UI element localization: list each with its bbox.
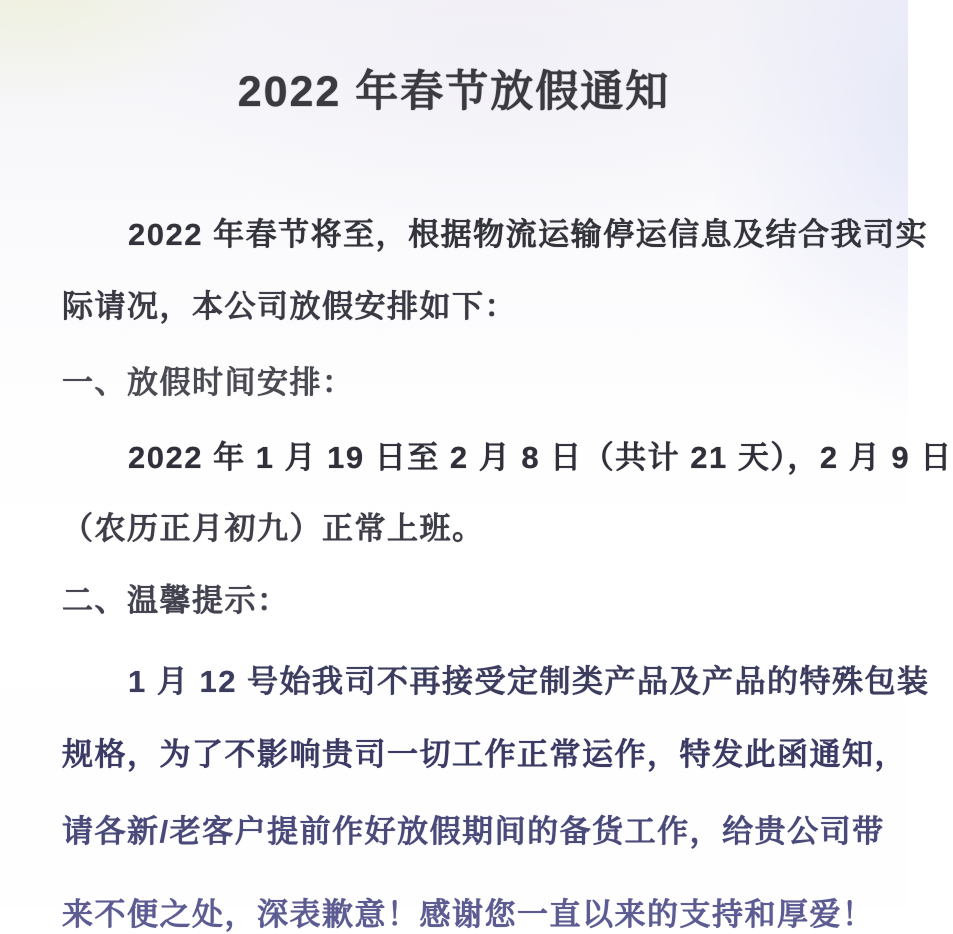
notice-paragraph-line: 际请况，本公司放假安排如下：	[62, 289, 517, 324]
notice-paragraph-line: 来不便之处，深表歉意！感谢您一直以来的支持和厚爱！	[62, 897, 875, 932]
notice-section-heading: 一、放假时间安排：	[62, 365, 355, 400]
notice-section-heading: 二、温馨提示：	[62, 583, 290, 618]
notice-paragraph-line: 2022 年春节将至，根据物流运输停运信息及结合我司实	[128, 217, 929, 252]
notice-paragraph-line: 规格，为了不影响贵司一切工作正常运作，特发此函通知，	[62, 737, 907, 772]
notice-paragraph-line: 1 月 12 号始我司不再接受定制类产品及产品的特殊包装	[128, 664, 930, 699]
notice-paragraph-line: 2022 年 1 月 19 日至 2 月 8 日（共计 21 天），2 月 9 日	[128, 440, 953, 475]
notice-paragraph-line: 请各新/老客户提前作好放假期间的备货工作，给贵公司带	[62, 814, 885, 849]
notice-title: 2022 年春节放假通知	[237, 68, 671, 116]
notice-paragraph-line: （农历正月初九）正常上班。	[62, 511, 485, 546]
